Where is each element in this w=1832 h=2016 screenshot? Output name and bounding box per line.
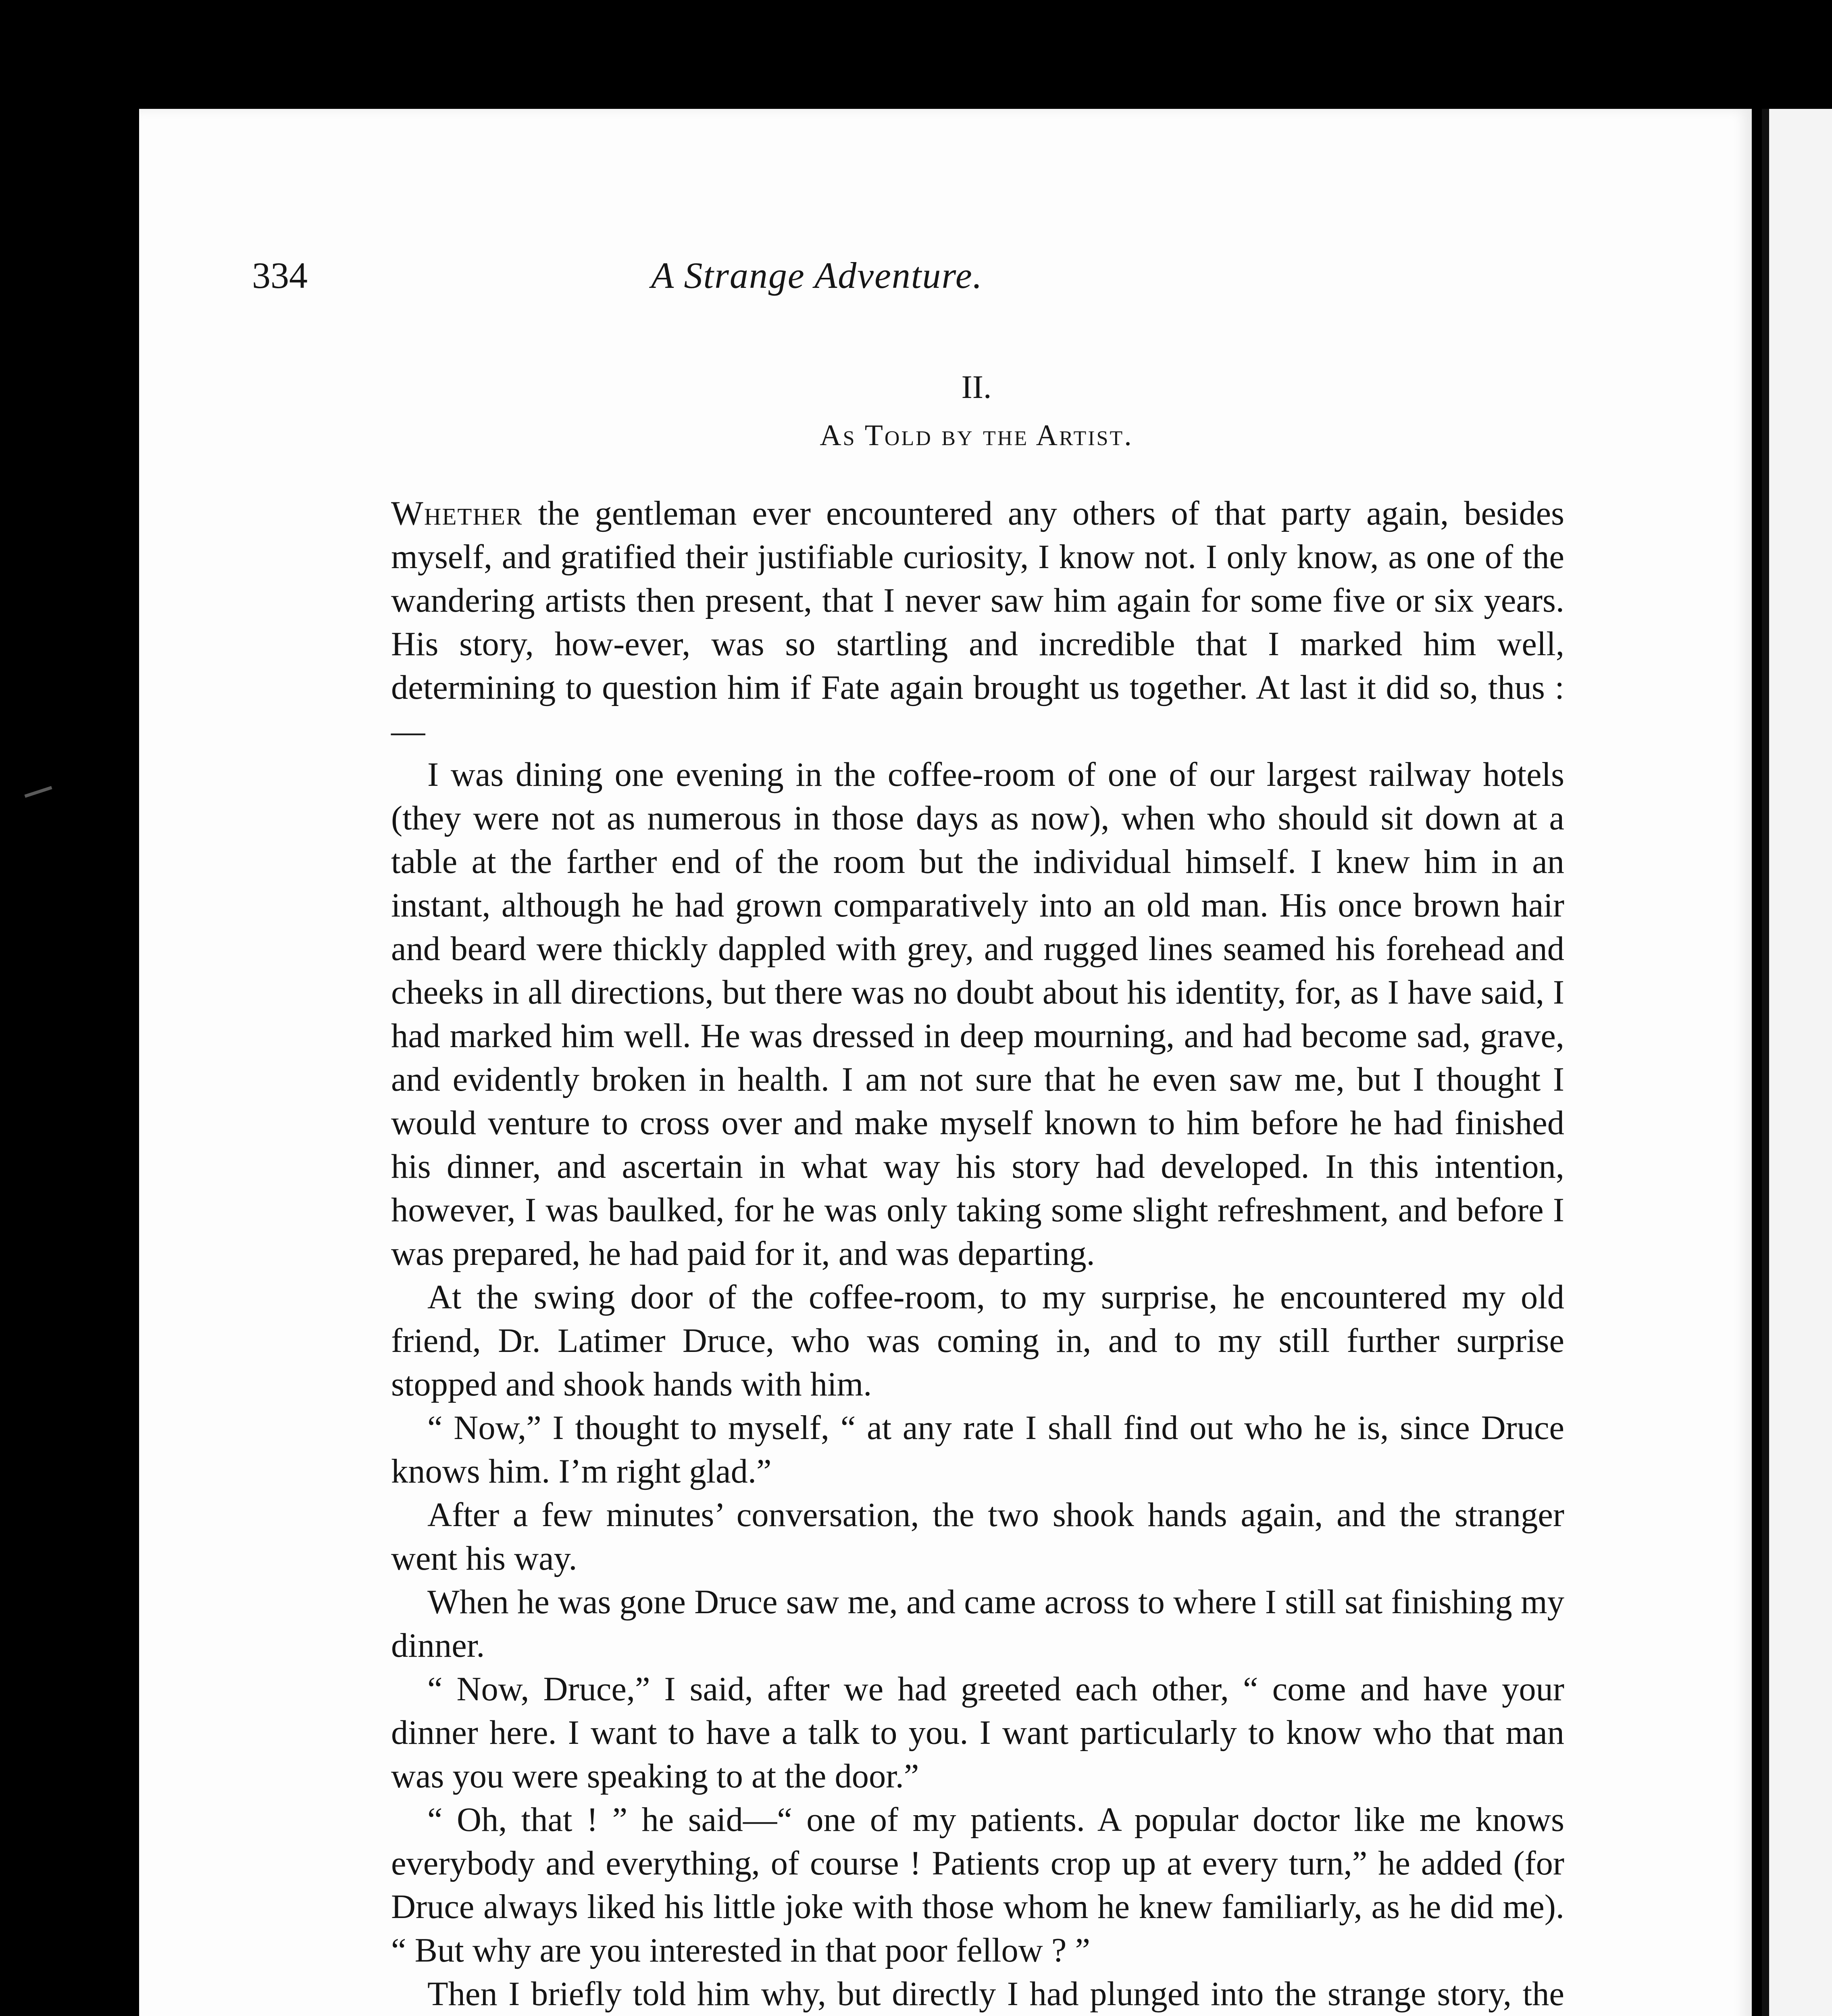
- chapter-title: As Told by the Artist.: [820, 419, 1133, 452]
- paragraph-1-text: the gentleman ever encountered any others of that party again, besides myself, and gratified their justifiable curiosity, I know not. I only know, as one of the wandering artists then present, that I never saw him again for some five or six years. His story, how-ever, was so startling and incredible that I marked him well, determining to question him if Fate again brought us together. At last it did so, thus :—: [391, 495, 1564, 750]
- running-title: A Strange Adventure.: [651, 255, 983, 296]
- paragraph-2: I was dining one evening in the coffee-room of one of our largest railway hotels (they were not as numerous in those days as now), when who should sit down at a table at the farther end of the room but the individual himself. I knew him in an instant, although he had grown comparatively into an old man. His once brown hair and beard were thickly dappled with grey, and rugged lines seamed his forehead and cheeks in all directions, but there was no doubt about his identity, for, as I have said, I had marked him well. He was dressed in deep mourning, and had become sad, grave, and evidently broken in health. I am not sure that he even saw me, but I thought I would venture to cross over and make myself known to him before he had finished his dinner, and ascertain in what way his story had developed. In this intention, however, I was baulked, for he was only taking some slight refreshment, and before I was prepared, he had paid for it, and was departing.: [391, 756, 1564, 1272]
- paragraph-1: [391, 492, 1564, 753]
- page-number: 334: [252, 255, 308, 296]
- scan-artifact: [24, 786, 52, 798]
- paragraph-5: After a few minutes’ conversation, the two shook hands again, and the stranger went his way.: [391, 1496, 1564, 1577]
- paragraph-8: “ Oh, that ! ” he said—“ one of my patients. A popular doctor like me knows everybody and everything, of course ! Patients crop up at every turn,” he added (for Druce always liked his little joke with those whom he knew familiarly, as he did me). “ But why are you interested in that poor fellow ? ”: [391, 1801, 1564, 1969]
- paragraph-9: Then I briefly told him why, but directly I had plunged into the strange story, the: [427, 1975, 1564, 2013]
- chapter-heading: [392, 363, 1561, 460]
- running-head: [252, 254, 1220, 302]
- body-text: [391, 492, 1564, 2016]
- paragraph-6: When he was gone Druce saw me, and came across to where I still sat finishing my dinner.: [391, 1583, 1564, 1664]
- chapter-number: II.: [961, 369, 992, 405]
- opening-word: Whether: [391, 495, 523, 532]
- adjacent-page-edge: [1762, 109, 1832, 2016]
- paragraph-3: At the swing door of the coffee-room, to my surprise, he encountered my old friend, Dr. Latimer Druce, who was coming in, and to my still further surprise stopped and shook hands with him.: [391, 1279, 1564, 1403]
- paragraph-4: “ Now,” I thought to myself, “ at any rate I shall find out who he is, since Druce knows him. I’m right glad.”: [391, 1409, 1564, 1490]
- paragraph-7: “ Now, Druce,” I said, after we had greeted each other, “ come and have your dinner here. I want to have a talk to you. I want particularly to know who that man was you were speaking to at the door.”: [391, 1670, 1564, 1795]
